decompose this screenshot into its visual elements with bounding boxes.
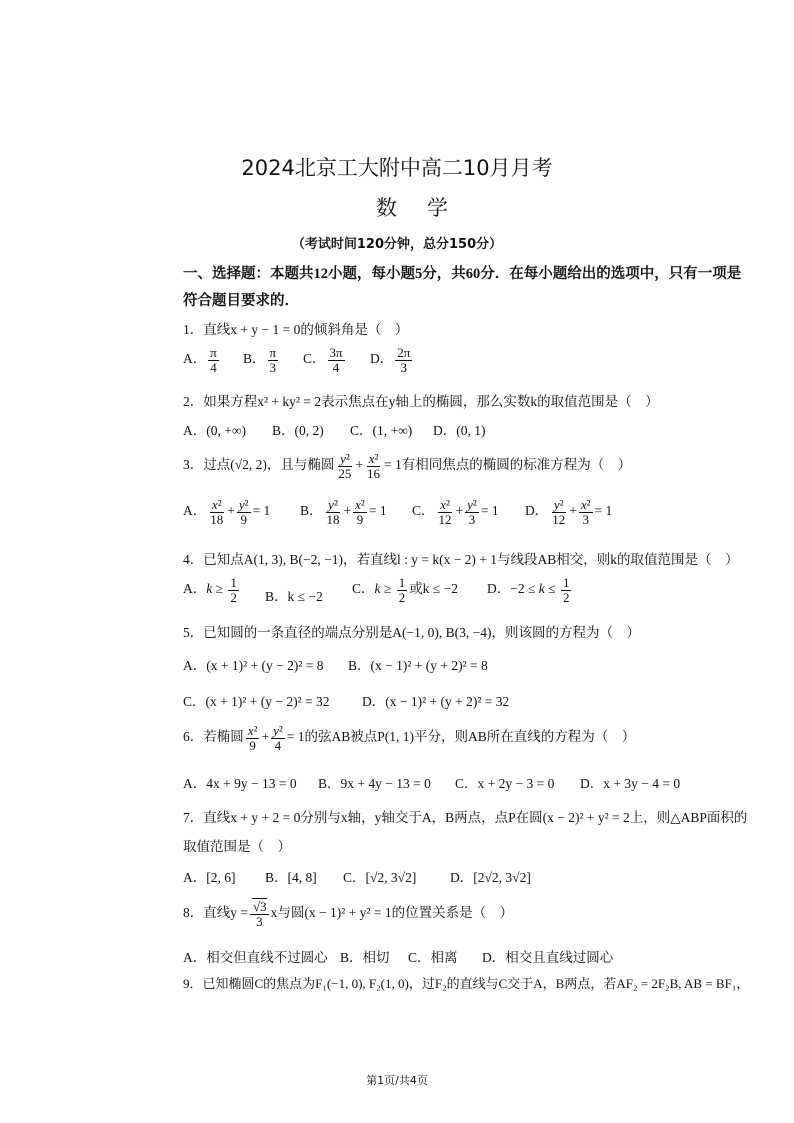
q5-option-d: D．(x − 1)² + (y + 2)² = 32 <box>362 694 510 709</box>
page-number: 第1页/共4页 <box>366 1074 428 1087</box>
q3-option-d: D． $\frac{\text{y²}}{12}$ + $\frac{\text{x²}}{3}$ = 1 <box>525 497 613 527</box>
subject-heading: 数学 <box>376 196 478 220</box>
q6-option-b: B．9x + 4y − 13 = 0 <box>318 776 431 791</box>
question-7-line2: 取值范围是（ ） <box>183 839 291 854</box>
q8-option-b: B．相切 <box>340 950 390 965</box>
q2-option-b: B．(0, 2) <box>272 423 324 438</box>
q3-option-b: B． $\frac{\text{y²}}{18}$ + $\frac{\text{x²}}{9}$ = 1 <box>300 497 387 527</box>
q4-option-b: B．k ≤ −2 <box>265 589 323 604</box>
q1-option-d: D． $\frac{2\pi}{3}$ <box>370 345 411 375</box>
q2-option-d: D．(0, 1) <box>433 423 486 438</box>
q6-option-a: A．4x + 9y − 13 = 0 <box>183 776 297 791</box>
section-heading-line1: 一、选择题：本题共12小题，每小题5分，共60分．在每小题给出的选项中，只有一项是 <box>183 266 742 282</box>
q5-option-a: A．(x + 1)² + (y − 2)² = 8 <box>183 658 324 673</box>
q3-stem-part1: 3．过点(√2, 2)，且与椭圆 <box>183 457 335 473</box>
q4-option-c-tail: 或k ≤ −2 <box>409 581 458 597</box>
q4-option-c: C．k ≥ $\frac{1}{2}$ 或k ≤ −2 <box>352 575 458 605</box>
q3-option-a: A． $\frac{\text{x²}}{18}$ + $\frac{\text{y²}}{9}$ = 1 <box>183 497 271 527</box>
q6-stem-part1: 6．若椭圆 <box>183 729 244 745</box>
q6-stem-part2: 的弦AB被点P(1, 1)平分，则AB所在直线的方程为（ ） <box>304 729 636 745</box>
question-1-stem: 1．直线x + y − 1 = 0的倾斜角是（ ） <box>183 322 409 337</box>
section-heading-line2: 符合题目要求的． <box>183 293 299 309</box>
q3-option-c: C． $\frac{\text{x²}}{12}$ + $\frac{\text{y²}}{3}$ = 1 <box>412 497 499 527</box>
question-6-stem: 6．若椭圆 $\frac{\text{x²}}{9}$ + $\frac{\text{y²}}{4}$ = 1的弦AB被点P(1, 1)平分，则AB所在直线的方程为（ ） <box>183 723 636 753</box>
q8-stem-part2: x与圆(x − 1)² + y² = 1的位置关系是（ ） <box>270 905 514 921</box>
q1-option-c: C． $\frac{3\pi}{4}$ <box>303 345 343 375</box>
document-title: 2024北京工大附中高二10月月考 <box>241 156 553 180</box>
q4-option-a: A．k ≥ $\frac{1}{2}$ <box>183 575 237 605</box>
q8-option-d: D．相交且直线过圆心 <box>482 950 614 965</box>
q7-option-c: C．[√2, 3√2] <box>343 870 417 885</box>
q1-option-b: B． $\frac{\pi}{3}$ <box>243 345 277 375</box>
question-5-stem: 5．已知圆的一条直径的端点分别是A(−1, 0), B(3, −4)，则该圆的方程为（ ） <box>183 625 640 640</box>
q7-option-a: A．[2, 6] <box>183 870 236 885</box>
question-2-stem: 2．如果方程x² + ky² = 2表示焦点在y轴上的椭圆，那么实数k的取值范围是（ ） <box>183 394 659 409</box>
q6-option-d: D．x + 3y − 4 = 0 <box>580 776 681 791</box>
q7-option-d: D．[2√2, 3√2] <box>450 870 531 885</box>
q5-option-b: B．(x − 1)² + (y + 2)² = 8 <box>348 658 488 673</box>
q2-option-a: A．(0, +∞) <box>183 423 246 438</box>
q8-option-a: A．相交但直线不过圆心 <box>183 950 328 965</box>
exam-time-note: （考试时间120分钟，总分150分） <box>291 237 503 252</box>
question-4-stem: 4．已知点A(1, 3), B(−2, −1)，若直线l : y = k(x − 2) + 1与线段AB相交，则k的取值范围是（ ） <box>183 552 739 567</box>
q8-stem-part1: 8．直线y = <box>183 905 248 921</box>
q4-option-d: D．−2 ≤ k ≤ $\frac{1}{2}$ <box>487 575 570 605</box>
q6-option-c: C．x + 2y − 3 = 0 <box>455 776 555 791</box>
q3-stem-part2: 有相同焦点的椭圆的标准方程为（ ） <box>401 457 632 473</box>
question-7-line1: 7．直线x + y + 2 = 0分别与x轴，y轴交于A，B两点，点P在圆(x − 2)² + y² = 2上，则△ABP面积的 <box>183 810 748 825</box>
question-8-stem: 8．直线y = $\frac{√3}{3}$ x与圆(x − 1)² + y² = 1的位置关系是（ ） <box>183 899 514 929</box>
q7-option-b: B．[4, 8] <box>265 870 317 885</box>
q2-option-c: C．(1, +∞) <box>350 423 413 438</box>
q1-option-a: A． $\frac{\pi}{4}$ <box>183 345 217 375</box>
question-9-stem: 9．已知椭圆C的焦点为F₁(−1, 0), F₂(1, 0)，过F₂的直线与C交于A，B两点，若AF₂ = 2F₂B, AB = BF₁， <box>183 976 750 991</box>
question-3-stem: 3．过点(√2, 2)，且与椭圆 $\frac{\text{y²}}{25}$ + $\frac{\text{x²}}{16}$ = 1有相同焦点的椭圆的标准方程为（ ） <box>183 451 632 481</box>
q5-option-c: C．(x + 1)² + (y − 2)² = 32 <box>183 694 330 709</box>
q8-option-c: C．相离 <box>408 950 458 965</box>
